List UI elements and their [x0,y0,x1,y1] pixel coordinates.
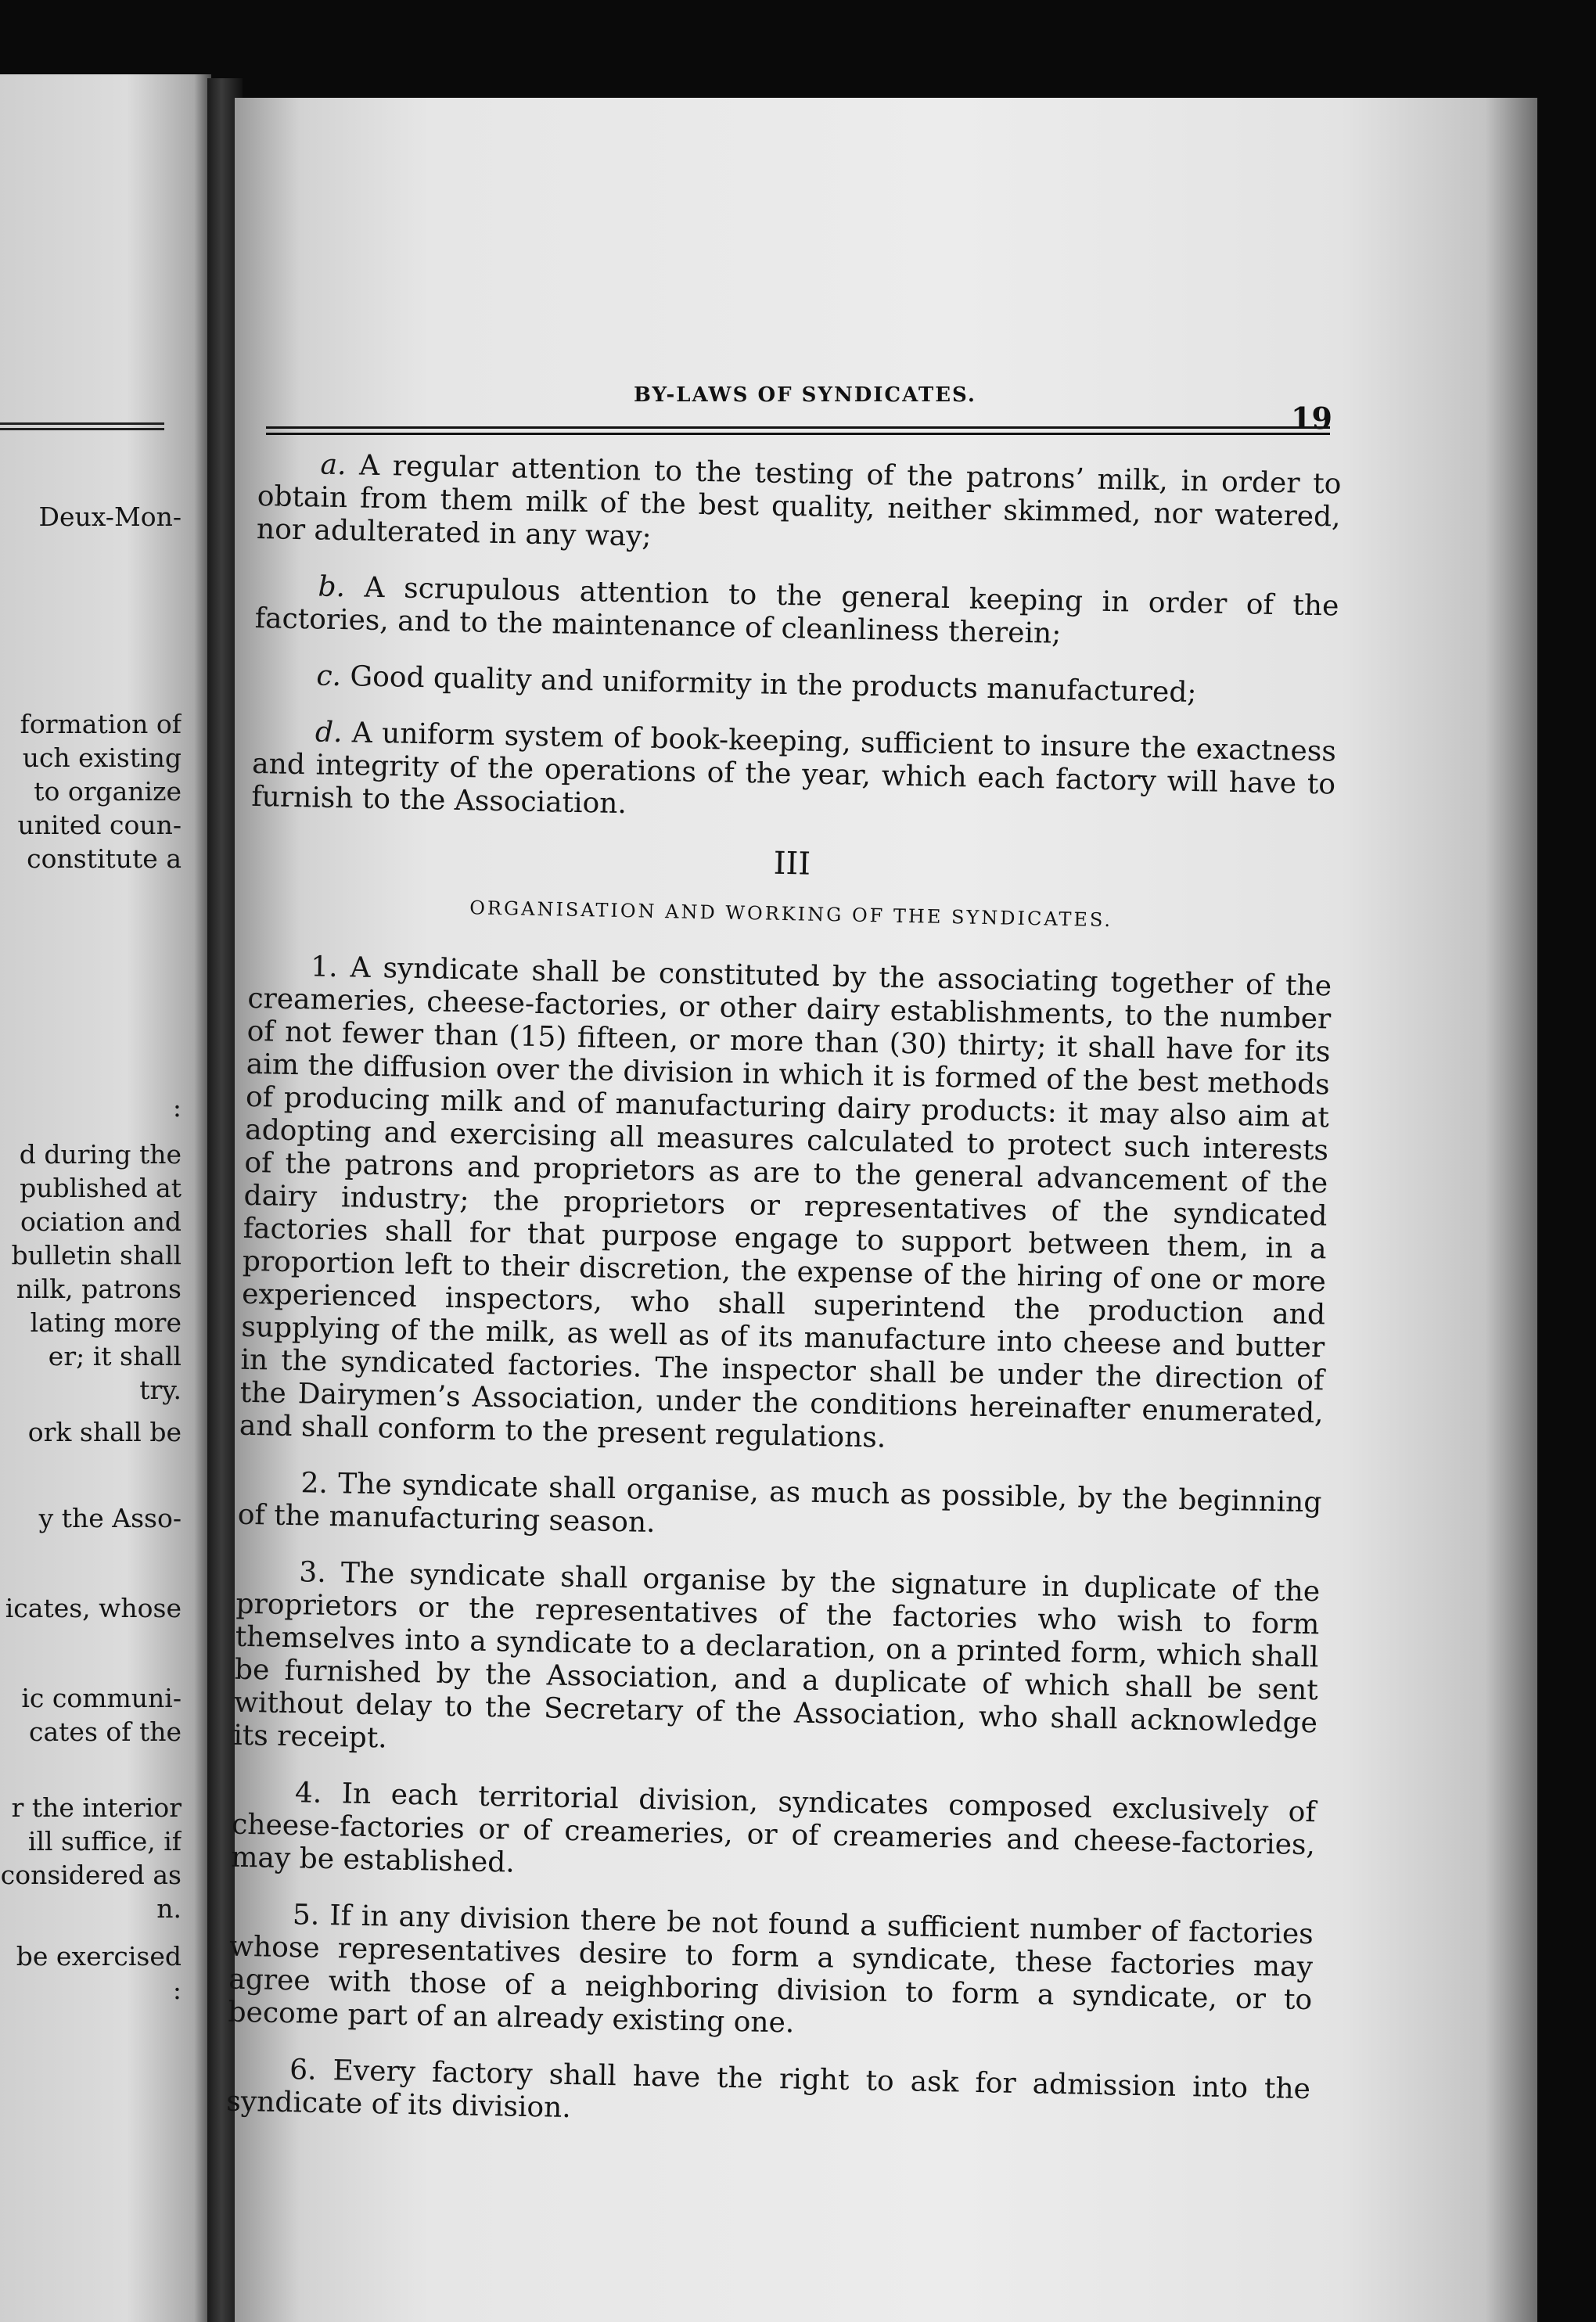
item-d [251,715,1336,835]
item-a [257,448,1342,567]
item-label: c. [316,660,342,693]
left-facing-page [0,74,211,2322]
article-4: 4. In each territorial division, syndicates composed exclusively of cheese-factories or of creameries, or of creameries and cheese-factories, may be established. [231,1777,1317,1879]
left-page-line: uch existing [22,742,182,773]
left-page-line: n. [156,1893,182,1924]
left-page-line: d during the [19,1139,182,1170]
left-page-line: r the interior [11,1792,182,1823]
item-b [254,570,1339,656]
left-page-line: : [172,1975,182,2005]
left-page-line: cates of the [29,1716,182,1747]
header-rule [266,433,1330,435]
left-page-line: formation of [20,709,182,739]
left-page-line: icates, whose [5,1593,182,1623]
article-5: 5. If in any division there be not found a sufficient number of factories whose representatives desire to form a syndicate, these factories may agree with those of a neighboring division to form a syndicate, or to become part of an already existing one. [228,1899,1314,2040]
left-page-line: constitute a [27,843,182,874]
left-page-line: published at [20,1173,182,1203]
page-body [225,448,1341,2162]
left-page-line: : [172,1092,182,1123]
left-page-line: bulletin shall [11,1240,182,1271]
article-2: 2. The syndicate shall organise, as much as possible, by the beginning of the manufacturing season. [237,1467,1322,1539]
left-page-line: try. [139,1375,182,1405]
page-number: 19 [1291,401,1332,436]
left-page-line: be exercised [16,1941,182,1972]
left-page-line: to organize [34,776,182,807]
left-page-line: ork shall be [27,1417,182,1447]
article-6: 6. Every factory shall have the right to ask for admission into the syndicate of its division. [226,2054,1311,2125]
section-number: III [773,845,811,882]
left-page-line: Deux-Mon- [38,501,182,532]
left-page-line: er; it shall [48,1341,182,1371]
item-text: A regular attention to the testing of the patrons’ milk, in order to obtain from them milk of the best quality, neither skimmed, nor watered, nor adulterated in any way; [256,449,1342,553]
running-head: BY-LAWS OF SYNDICATES. [634,383,976,407]
item-text: A scrupulous attention to the general keeping in order of the factories, and to the maintenance of cleanliness therein; [254,571,1339,650]
left-page-rule [0,422,164,425]
left-page-line: nilk, patrons [16,1274,182,1304]
left-page-line: y the Asso- [38,1503,182,1533]
left-page-line: ill suffice, if [27,1826,182,1857]
article-3: 3. The syndicate shall organise by the signature in duplicate of the proprietors or the representatives of the factories who wish to form themselves into a syndicate to a declaration, on a printed form, which shall be furnished by the Association, and a duplicate of which shall be sent without delay to the Secretary of the Association, who shall acknowledge its receipt. [232,1556,1321,1755]
item-text: A uniform system of book-keeping, sufficient to insure the exactness and integrity of the operations of the year, which each factory will have to furnish to the Association. [251,717,1337,821]
section-title: ORGANISATION AND WORKING OF THE SYNDICATES. [469,897,1113,932]
left-page-rule [0,428,164,430]
left-page-line: ociation and [20,1206,182,1237]
item-label: b. [318,570,346,604]
item-label: a. [320,448,347,482]
left-page-line: lating more [30,1307,182,1338]
item-label: d. [315,716,343,749]
article-1: 1. A syndicate shall be constituted by the associating together of the creameries, cheese-factories, or other dairy establishments, to the number of not fewer than (15) fifteen, or more than (30) thirty; it shall have for its aim the diffusion over the division in which it is formed of the best methods of producing milk and of manufacturing dairy products: it may also aim at adopting and exercising all measures calculated to protect such interests of the patrons and proprietors as are to the general advancement of the dairy industry; the proprietors or representatives of the syndicated factories shall for that purpose engage to support between them, in a proportion left to their discretion, the expense of the hiring of one or more experienced inspectors, who shall superintend the production and supplying of the milk, as well as of its manufacture into cheese and butter in the syndicated factories. The inspector shall be under the direction of the Dairymen’s Association, under the conditions hereinafter enumerated, and shall conform to the present regulations. [239,951,1332,1454]
item-text: Good quality and uniformity in the products manufactured; [340,660,1197,710]
item-c [253,659,1338,713]
header-rule [266,426,1330,429]
left-page-line: united coun- [17,810,182,840]
left-page-line: ic communi- [21,1683,182,1713]
left-page-line: considered as [0,1860,182,1890]
